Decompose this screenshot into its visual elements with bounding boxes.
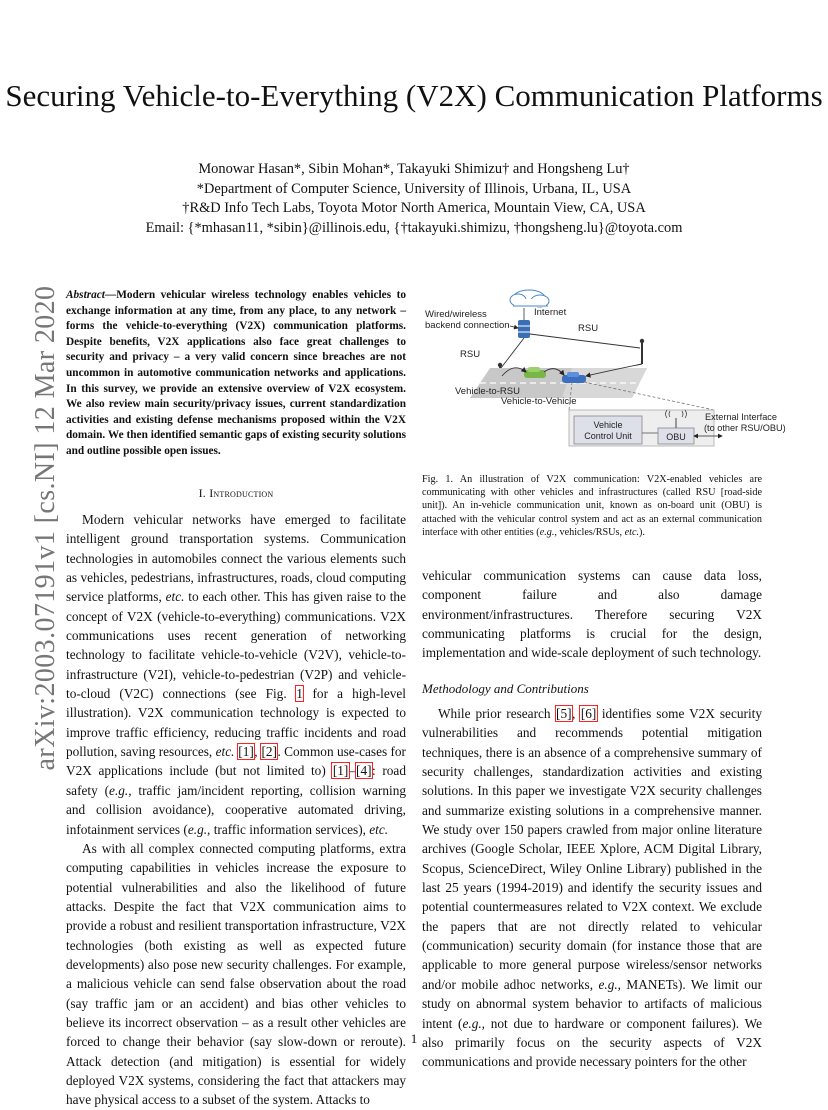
backend-label-line2: backend connection (425, 320, 510, 331)
fig-1-link[interactable]: 1 (296, 686, 303, 702)
citation-link-1[interactable]: [1] (238, 744, 254, 760)
figure-1-caption: Fig. 1. An illustration of V2X communication: V2X-enabled vehicles are communicating with other vehicles and infrastructures (called RSU [road-side unit]). An in-vehicle communication unit, known as on-board unit (OBU) is attached with the vehicular control system and act as an external communication interface with other entities (e.g., vehicles/RSUs, etc.). (422, 474, 762, 538)
vcu-label-line1: Vehicle (593, 420, 623, 430)
v2x-illustration-figure (422, 284, 794, 454)
abstract-text: —Modern vehicular wireless technology enables vehicles to exchange information at any time, from any place, to any network – forms the vehicle-to-everything (V2X) communication platforms. Despite benefits, V2X applications also face great challenges to security and privacy – a very valid concern since breaches are not uncommon in automotive communication networks and applications. In this survey, we provide an extensive overview of V2X ecosystem. We also review main security/privacy issues, current standardization activities and existing defense mechanisms proposed within the V2X domain. We then identified semantic gaps of existing security solutions and outline possible open issues. (66, 289, 406, 457)
rsu-right-label: RSU (578, 323, 599, 334)
abstract-label: Abstract (66, 289, 105, 301)
paper-title: Securing Vehicle-to-Everything (V2X) Communication Platforms (5, 78, 823, 113)
backend-label-line1: Wired/wireless (425, 309, 487, 320)
server-icon (518, 320, 530, 338)
page-number: 1 (410, 1031, 418, 1046)
citation-link-5[interactable]: [5] (556, 706, 572, 721)
methodology-body (422, 704, 762, 1072)
rsu-left-label: RSU (460, 349, 481, 360)
section-title: Introduction (209, 486, 274, 500)
email-line: Email: {*mhasan11, *sibin}@illinois.edu, {†takayuki.shimizu, †hongsheng.lu}@toyota.com (145, 219, 683, 236)
affiliation-2: †R&D Info Tech Labs, Toyota Motor North America, Mountain View, CA, USA (182, 200, 646, 216)
introduction-body (66, 510, 406, 1110)
affiliation-1: *Department of Computer Science, University of Illinois, Urbana, IL, USA (196, 180, 632, 197)
right-column-paragraph-1: vehicular communication systems can cause data loss, component failure and also damage environment/infrastructures. Therefore securing V2X communicating platforms is crucial for the design, implementation and wide-scale deployment of such technology. (422, 568, 762, 661)
citation-link-1b[interactable]: [1] (332, 763, 349, 779)
abstract (66, 288, 406, 460)
intro-paragraph-1: Modern vehicular networks have emerged to facilitate intelligent ground transportation systems. Communication technologies in automobiles connect the various elements such as vehicles, pedestrians, infrastructures, roads, cloud computing service platforms, etc. to each other. This has given raise to the concept of V2X (vehicle-to-everything) communications. V2X communications uses recent generation of networking technology to facilitate vehicle-to-vehicle (V2V), vehicle-to-infrastructure (V2I), vehicle-to-pedestrian (V2P) and vehicle-to-cloud (V2C) connections (see Fig. 1 for a high-level illustration). V2X communication technology is expected to improve traffic efficiency, reducing traffic incidents and road pollution, saving resources, etc. [1], [2]. Common use-cases for V2X applications include (but not limited to) [1]–[4]: road safety (e.g., traffic jam/incident reporting, collision warning and collision avoidance), cooperative automated driving, infotainment services (e.g., traffic information services), etc. (66, 512, 407, 837)
internet-label: Internet (534, 307, 567, 318)
vehicle-to-rsu-label: Vehicle-to-RSU (455, 386, 520, 397)
obu-label: OBU (666, 432, 686, 442)
authors-line: Monowar Hasan*, Sibin Mohan*, Takayuki Shimizu† and Hongsheng Lu† (198, 161, 630, 177)
rsu-tower-right-icon (640, 339, 644, 364)
cloud-icon (510, 290, 549, 307)
methodology-paragraph: While prior research [5], [6] identifies some V2X security vulnerabilities and recommends potential mitigation techniques, there is an absence of a comprehensive summary of security challenges, standardization activities and existing solutions. In this paper we investigate V2X security challenges and summarize existing solutions in a comprehensive manner. We study over 150 papers crawled from major online literature archives (Google Scholar, IEEE Xplore, ACM Digital Library, Scopus, ScienceDirect, Wiley Online Library) published in the last 25 years (1994-2019) and identify the security issues and potential countermeasures related to V2X context. We exclude the papers that are not directly related to vehicular (communication) security domain (for instance those that are applicable to more general purpose wireless/sensor networks and/or mobile adhoc networks, e.g., MANETs). We limit our study on abnormal system behavior to artifacts of malicious intent (e.g., not due to hardware or component failures). We also primarily focus on the security aspects of V2X communications and provide necessary pointers for the other (422, 706, 762, 1070)
intro-paragraph-2: As with all complex connected computing platforms, extra computing capabilities in vehicles increase the exposure to potential vulnerabilities and also the likelihood of future attacks. Despite the fact that V2X communication aims to provide a robust and resilient transportation infrastructure, V2X technologies (both existing as well as expected future developments) also pose new security challenges. For example, a malicious vehicle can send false observation about the road (say traffic jam or an accident) and bias other vehicles to believe its incorrect observation – as a result other vehicles are forced to change their behavior (say slow-down or reroute). Attack detection (and mitigation) is essential for widely deployed V2X systems, considering the fact that attackers may have physical access to a subset of the system. Attacks to (66, 840, 406, 1108)
author-block (0, 160, 828, 238)
arxiv-identifier: arXiv:2003.07191v1 [cs.NI] 12 Mar 2020 (30, 285, 61, 771)
methodology-heading: Methodology and Contributions (422, 681, 589, 696)
vehicle-to-vehicle-label: Vehicle-to-Vehicle (501, 396, 577, 407)
section-number: I. (198, 486, 207, 500)
citation-link-4[interactable]: [4] (356, 763, 372, 779)
vcu-label-line2: Control Unit (584, 431, 632, 441)
external-interface-sublabel: (to other RSU/OBU) (704, 423, 786, 433)
external-interface-label: External Interface (705, 412, 778, 422)
citation-link-2[interactable]: [2] (261, 744, 277, 760)
citation-link-6[interactable]: [6] (580, 706, 597, 721)
section-heading-introduction (66, 486, 406, 501)
